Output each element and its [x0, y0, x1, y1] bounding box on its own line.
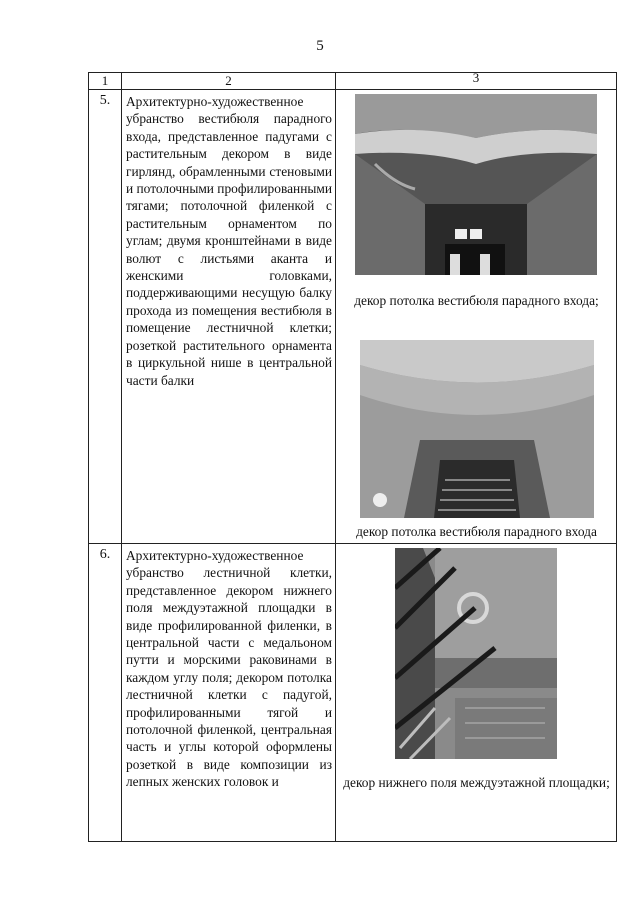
table-row — [89, 544, 617, 842]
row-number: 5. — [89, 90, 122, 544]
row-number: 6. — [89, 544, 122, 842]
row-description: Архитектурно-художественное убранство лестничной клетки, представленное декором нижнего поля междуэтажной площадки в виде профилированной филенки, в центральной части с медальоном путти и морскими раковинами в каждом углу поля; декором потолка лестничной клетки с падугой, профилированными тягой и потолочной филенкой, центральная часть и углы которой оформлены розеткой в виде композиции из лепных женских головок и — [122, 544, 336, 842]
photo-vestibule-ceiling-1 — [355, 94, 597, 275]
header-col-2: 2 — [122, 73, 336, 90]
document-table — [88, 72, 617, 842]
photo-caption: декор потолка вестибюля парадного входа; — [354, 293, 599, 308]
header-col-3: 3 — [336, 73, 617, 90]
photo-vestibule-ceiling-2 — [360, 340, 594, 518]
row-photos — [336, 544, 617, 842]
photo-caption: декор нижнего поля междуэтажной площадки; — [343, 775, 610, 790]
table-header-row — [89, 73, 617, 90]
row-description: Архитектурно-художественное убранство вестибюля парадного входа, представленное падугами с растительным декором в виде гирлянд, обрамленными стеновыми и потолочными профилированными тягами; потолочной филенкой с растительным орнаментом по углам; двумя кронштейнами в виде волют с листьями аканта и женскими головками, поддерживающими несущую балку прохода из помещения вестибюля в помещение лестничной клетки; розеткой растительного орнамента в циркульной нише в центральной части балки — [122, 90, 336, 544]
page-number: 5 — [316, 38, 324, 54]
photo-staircase-landing — [395, 548, 557, 759]
table-row — [89, 90, 617, 544]
photo-caption: декор потолка вестибюля парадного входа — [356, 524, 597, 539]
row-photos — [336, 90, 617, 544]
header-col-1: 1 — [89, 73, 122, 90]
